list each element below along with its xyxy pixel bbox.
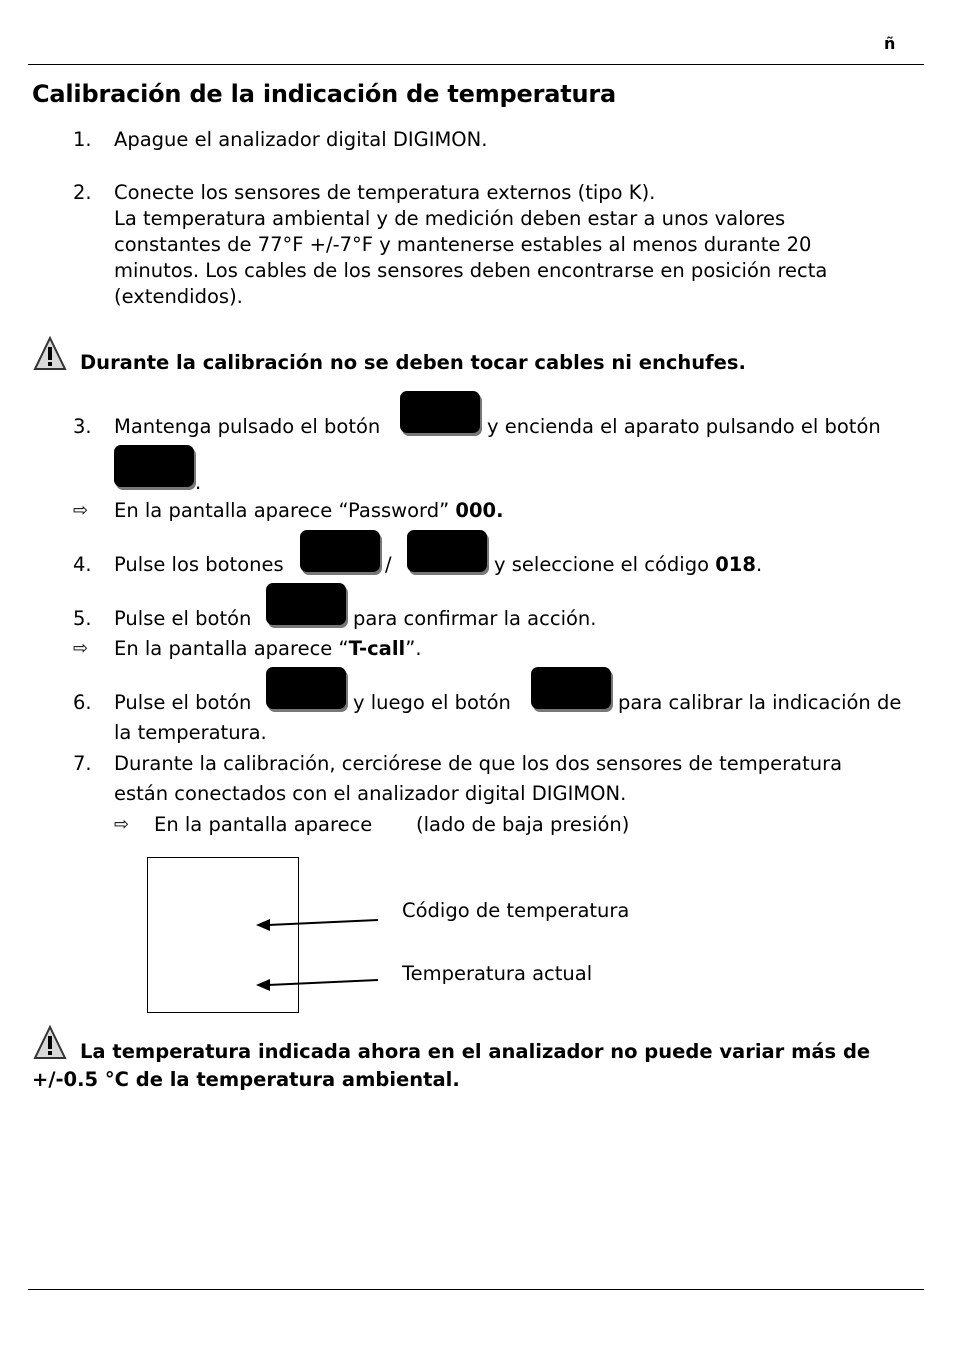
step-7-line-2: están conectados con el analizador digital DIGIMON. bbox=[114, 782, 627, 805]
step-4-slash: / bbox=[385, 553, 392, 576]
step-1-text: Apague el analizador digital DIGIMON. bbox=[114, 128, 488, 151]
step-1-number: 1. bbox=[73, 128, 92, 151]
step-3-text-c: . bbox=[195, 471, 202, 494]
step-3-text-a: Mantenga pulsado el botón bbox=[114, 415, 381, 438]
step-5-text-a: Pulse el botón bbox=[114, 607, 252, 630]
step-5-number: 5. bbox=[73, 607, 92, 630]
result-7-text-a: En la pantalla aparece bbox=[154, 813, 373, 836]
step-2-line-3: constantes de 77°F +/-7°F y mantenerse estables al menos durante 20 bbox=[114, 233, 812, 256]
result-7-text-b: (lado de baja presión) bbox=[416, 813, 630, 836]
step-2-line-1: Conecte los sensores de temperatura externos (tipo K). bbox=[114, 181, 656, 204]
footer-rule bbox=[28, 1289, 924, 1290]
step-2-line-5: (extendidos). bbox=[114, 285, 243, 308]
result-arrow-icon: ⇨ bbox=[73, 638, 89, 659]
warning-2-line-2: +/-0.5 °C de la temperatura ambiental. bbox=[32, 1068, 460, 1091]
step-6-text-c: para calibrar la indicación de bbox=[618, 691, 902, 714]
step-2-line-4: minutos. Los cables de los sensores deben encontrarse en posición recta bbox=[114, 259, 828, 282]
page-marker: ñ bbox=[884, 34, 896, 53]
step-6-text-a: Pulse el botón bbox=[114, 691, 252, 714]
warning-2-line-1: La temperatura indicada ahora en el analizador no puede variar más de bbox=[80, 1040, 871, 1063]
step-2-line-2: La temperatura ambiental y de medición deben estar a unos valores bbox=[114, 207, 786, 230]
label-temperature-code: Código de temperatura bbox=[402, 899, 630, 922]
step-2-number: 2. bbox=[73, 181, 92, 204]
step-7-line-1: Durante la calibración, cerciórese de que los dos sensores de temperatura bbox=[114, 752, 843, 775]
step-4-text-a: Pulse los botones bbox=[114, 553, 284, 576]
warning-triangle-icon bbox=[33, 1025, 67, 1061]
step-6-text-b: y luego el botón bbox=[353, 691, 511, 714]
step-7-number: 7. bbox=[73, 752, 92, 775]
step-3-text-b: y encienda el aparato pulsando el botón bbox=[487, 415, 881, 438]
step-6-number: 6. bbox=[73, 691, 92, 714]
result-5-text: En la pantalla aparece “T-call”. bbox=[114, 637, 422, 660]
result-3-text: En la pantalla aparece “Password” 000. bbox=[114, 499, 504, 522]
page-title: Calibración de la indicación de temperatura bbox=[32, 80, 617, 108]
step-6-text-d: la temperatura. bbox=[114, 721, 267, 744]
result-arrow-icon: ⇨ bbox=[114, 814, 130, 835]
result-arrow-icon: ⇨ bbox=[73, 500, 89, 521]
step-4-number: 4. bbox=[73, 553, 92, 576]
step-4-text-b: y seleccione el código 018. bbox=[494, 553, 763, 576]
warning-1-text: Durante la calibración no se deben tocar cables ni enchufes. bbox=[80, 351, 746, 374]
label-current-temperature: Temperatura actual bbox=[402, 962, 593, 985]
step-3-number: 3. bbox=[73, 415, 92, 438]
step-5-text-b: para confirmar la acción. bbox=[353, 607, 597, 630]
